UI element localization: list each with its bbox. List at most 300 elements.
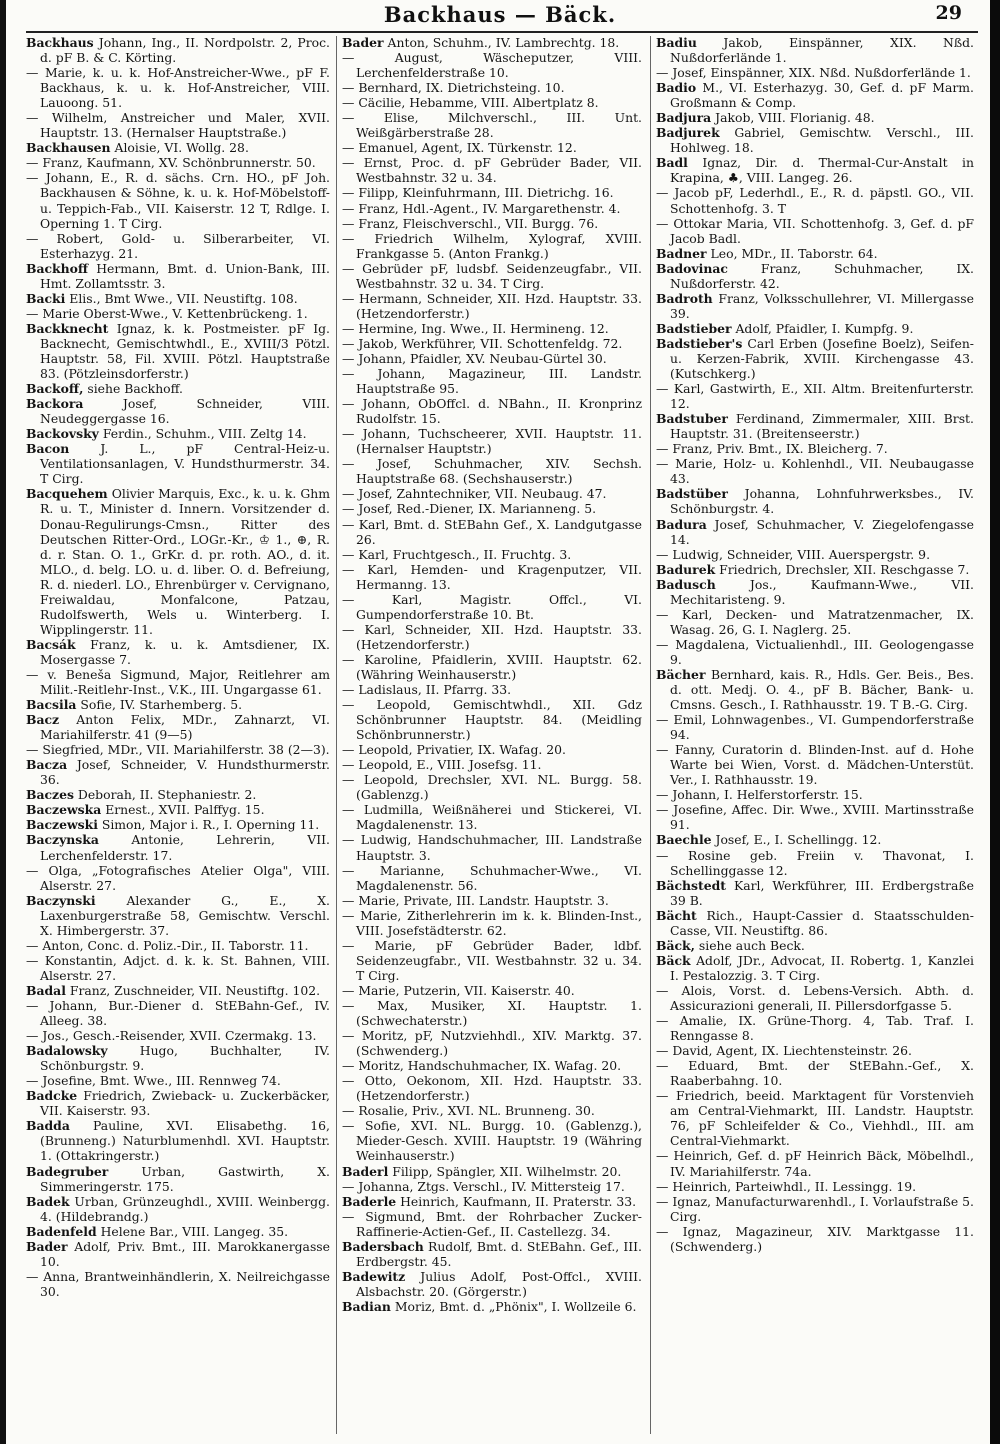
entry-surname: Badian [342, 1298, 391, 1314]
directory-entry [342, 1073, 642, 1103]
directory-entry [26, 953, 330, 983]
directory-entry [26, 1118, 330, 1163]
entry-text: — Josef, Red.-Diener, IX. Marianneng. 5. [342, 501, 597, 517]
scan-edge-right [990, 0, 1000, 1444]
directory-entry [26, 637, 330, 667]
entry-text: — August, Wäscheputzer, VIII. Lerchenfelderstraße 10. [342, 50, 642, 81]
entry-surname: Badura [656, 516, 707, 532]
entry-text: — Franz, Kaufmann, XV. Schönbrunnerstr. 50. [26, 155, 316, 171]
entry-text: — Ernst, Proc. d. pF Gebrüder Bader, VII. Westbahnstr. 32 u. 34. [342, 155, 642, 186]
entry-surname: Badstuber [656, 411, 728, 427]
entry-text: siehe auch Beck. [698, 937, 805, 953]
directory-entry [342, 396, 642, 426]
header-rule [26, 31, 978, 33]
directory-entry [342, 908, 642, 938]
entry-text: — Gebrüder pF, ludsbf. Seidenzeugfabr., VII. Westbahnstr. 32 u. 34. T Cirg. [342, 260, 642, 291]
entry-surname: Baczewski [26, 817, 98, 833]
entry-text: — Amalie, IX. Grüne-Thorg. 4, Tab. Traf. I. Renngasse 8. [656, 1013, 974, 1044]
entry-text: — v. Beneša Sigmund, Major, Reitlehrer am Milit.-Reitlehr-Inst., V.K., III. Ungargasse 61. [26, 666, 330, 698]
entry-surname: Baczewska [26, 802, 102, 818]
entry-text: Leo, MDr., II. Taborstr. 64. [710, 245, 878, 261]
directory-entry [342, 547, 642, 562]
directory-entry [26, 1164, 330, 1194]
entry-surname: Badroth [656, 290, 713, 306]
entry-surname: Baderl [342, 1163, 389, 1179]
directory-entry [26, 998, 330, 1028]
entry-text: — Elise, Milchverschl., III. Unt. Weißgärberstraße 28. [342, 110, 642, 141]
directory-entry [26, 170, 330, 230]
entry-text: — Ludwig, Schneider, VIII. Auerspergstr. 9. [656, 546, 931, 562]
entry-text: Josef, Schneider, V. Hundsthurmerstr. 36. [40, 757, 330, 788]
entry-text: — Johann, ObOffcl. d. NBahn., II. Kronprinz Rudolfstr. 15. [342, 396, 642, 427]
entry-text: Karl, Werkführer, III. Erdbergstraße 39 B. [670, 877, 974, 908]
entry-surname: Backhausen [26, 140, 111, 156]
entry-text: — Johann, Pfaidler, XV. Neubau-Gürtel 30. [342, 350, 607, 366]
entry-surname: Baderle [342, 1193, 397, 1209]
entry-text: — Filipp, Kleinfuhrmann, III. Dietrichg. 16. [342, 185, 614, 201]
entry-text: — Cäcilie, Hebamme, VIII. Albertplatz 8. [342, 95, 599, 111]
entry-text: — Anton, Conc. d. Poliz.-Dir., II. Taborstr. 11. [26, 937, 309, 953]
entry-text: Olivier Marquis, Exc., k. u. k. Ghm R. u. T., Minister d. Innern. Vorsitzender d. Donau-Regulirungs-Cmsn., Ritter des Deutschen Ritter-Ord., LOGr.-Kr., ♔ 1., ⊕, R. d. r. Stan. O. 1., GrKr. d. pr. roth. AO., d. it. MLO., d. belg. LO. u. d. liber. O. d. Befreiung, R. d. niederl. LO., Ehrenbürger v. Cervignano, Freiwaldau, Monfalcone, Patzau, Rudolfswerth, Wels u. Winterberg. I. Wipplingerstr. 11. [40, 486, 330, 637]
header-title: Backhaus — Bäck. [383, 2, 617, 27]
directory-entry [656, 547, 974, 562]
directory-entry [342, 772, 642, 802]
entry-text: Simon, Major i. R., I. Operning 11. [101, 817, 320, 833]
entry-surname: Bächt [656, 907, 697, 923]
directory-entry [26, 1239, 330, 1269]
directory-entry [656, 1179, 974, 1194]
entry-text: — Emanuel, Agent, IX. Türkenstr. 12. [342, 140, 577, 156]
directory-entry [656, 517, 974, 547]
directory-entry [342, 321, 642, 336]
directory-entry [26, 983, 330, 998]
directory-entry [342, 697, 642, 742]
directory-entry [26, 306, 330, 321]
directory-entry [26, 1073, 330, 1088]
entry-text: — Marie, k. u. k. Hof-Anstreicher-Wwe., pF F. Backhaus, k. u. k. Hof-Anstreicher, VIII. Lauoong. 51. [26, 65, 330, 111]
directory-entry [26, 65, 330, 110]
entry-text: — Olga, „Fotografisches Atelier Olga", VIII. Alserstr. 27. [26, 862, 330, 893]
directory-entry [656, 938, 974, 953]
directory-entry [656, 562, 974, 577]
directory-entry [342, 802, 642, 832]
directory-entry [26, 817, 330, 832]
entry-surname: Baechle [656, 832, 712, 848]
directory-entry [656, 65, 974, 80]
entry-text: Antonie, Lehrerin, VII. Lerchenfelderstr. 17. [40, 832, 330, 863]
entry-text: — Hermine, Ing. Wwe., II. Hermineng. 12. [342, 320, 609, 336]
entry-text: — Ottokar Maria, VII. Schottenhofg. 3, Gef. d. pF Jacob Badl. [656, 215, 974, 246]
entry-surname: Badurek [656, 561, 716, 577]
directory-entry [26, 712, 330, 742]
entry-surname: Badstieber's [656, 335, 743, 351]
entry-text: — Karl, Gastwirth, E., XII. Altm. Breitenfurterstr. 12. [656, 381, 974, 412]
entry-text: Pauline, XVI. Elisabethg. 16, (Brunneng.) Naturblumenhdl. XVI. Hauptstr. 1. (Ottakringerstr.) [40, 1118, 330, 1164]
entry-text: — Ignaz, Magazineur, XIV. Marktgasse 11. (Schwenderg.) [656, 1223, 974, 1254]
directory-entry [342, 592, 642, 622]
directory-entry [342, 80, 642, 95]
entry-text: Franz, Zuschneider, VII. Neustiftg. 102. [69, 982, 321, 998]
entry-text: J. L., pF Central-Heiz-u. Ventilationsanlagen, V. Hundsthurmerstr. 34. T Cirg. [40, 441, 330, 487]
directory-entry [342, 1164, 642, 1179]
entry-text: — Rosine geb. Freiin v. Thavonat, I. Schellinggasse 12. [656, 847, 974, 878]
entry-text: — Karl, Hemden- und Kragenputzer, VII. Hermanng. 13. [342, 561, 642, 592]
directory-entry [342, 35, 642, 50]
directory-entry [656, 1224, 974, 1254]
directory-entry [26, 757, 330, 787]
directory-entry [656, 607, 974, 637]
entry-text: — Friedrich Wilhelm, Xylograf, XVIII. Frankgasse 5. (Anton Frankg.) [342, 230, 642, 261]
directory-entry [342, 366, 642, 396]
directory-entry [26, 1224, 330, 1239]
entry-text: Jos., Kaufmann-Wwe., VII. Mechitaristeng. 9. [670, 576, 974, 607]
directory-entry [342, 201, 642, 216]
directory-entry [656, 1058, 974, 1088]
entry-surname: Bächstedt [656, 877, 727, 893]
entry-text: Alexander G., E., X. Laxenburgerstraße 58, Gemischtw. Verschl. X. Himbergerstr. 37. [40, 892, 330, 938]
directory-entry [656, 185, 974, 215]
directory-entry [342, 998, 642, 1028]
entry-text: — Ludmilla, Weißnäherei und Stickerei, VI. Magdalenenstr. 13. [342, 802, 642, 833]
directory-entry [342, 1179, 642, 1194]
entry-text: Franz, k. u. k. Amtsdiener, IX. Mosergasse 7. [40, 636, 330, 667]
entry-text: Bernhard, kais. R., Hdls. Ger. Beis., Bes. d. ott. Medj. O. 4., pF B. Bächer, Bank- u. Cmsns. Gesch., I. Rathhausstr. 19. T B.-G. Cirg. [670, 666, 974, 713]
directory-entry [656, 787, 974, 802]
entry-text: — Moritz, pF, Nutzviehhdl., XIV. Marktg. 37. (Schwenderg.) [342, 1028, 642, 1059]
entry-text: — Leopold, E., VIII. Josefsg. 11. [342, 757, 542, 773]
directory-entry [342, 1194, 642, 1209]
entry-text: — Friedrich, beeid. Marktagent für Vorstenvieh am Central-Viehmarkt, III. Landstr. Hauptstr. 76, pF Schleifelder & Co., Viehhdl., III. am Central-Viehmarkt. [656, 1088, 974, 1149]
directory-entry [342, 863, 642, 893]
entry-text: — Konstantin, Adjct. d. k. k. St. Bahnen, VIII. Alserstr. 27. [26, 952, 330, 983]
entry-text: — Jos., Gesch.-Reisender, XVII. Czermakg. 13. [26, 1028, 317, 1044]
directory-entry [656, 1013, 974, 1043]
entry-text: — Franz, Fleischverschl., VII. Burgg. 76. [342, 215, 599, 231]
entry-surname: Backovsky [26, 426, 99, 442]
entry-text: — Fanny, Curatorin d. Blinden-Inst. auf d. Hohe Warte bei Wien, Vorst. d. Mädchen-Unterstüt. Ver., I. Rathhausstr. 19. [656, 742, 974, 788]
entry-text: — David, Agent, IX. Liechtensteinstr. 26. [656, 1043, 912, 1059]
directory-entry [342, 983, 642, 998]
directory-entry [342, 1209, 642, 1239]
directory-entry [656, 261, 974, 291]
directory-entry [656, 577, 974, 607]
directory-entry [656, 878, 974, 908]
entry-text: — Marie Oberst-Wwe., V. Kettenbrückeng. 1. [26, 305, 308, 321]
entry-text: — Karl, Bmt. d. StEBahn Gef., X. Landgutgasse 26. [342, 516, 642, 547]
directory-entry [26, 35, 330, 65]
entry-text: — Karl, Decken- und Matratzenmacher, IX. Wasag. 26, G. I. Naglerg. 25. [656, 606, 974, 637]
entry-text: Moriz, Bmt. d. „Phönix", I. Wollzeile 6. [394, 1298, 637, 1314]
entry-text: — Heinrich, Gef. d. pF Heinrich Bäck, Möbelhdl., IV. Mariahilferstr. 74a. [656, 1148, 974, 1179]
entry-surname: Badenfeld [26, 1223, 97, 1239]
directory-entry [26, 893, 330, 938]
directory-entry [26, 938, 330, 953]
entry-surname: Bader [26, 1238, 68, 1254]
entry-surname: Backora [26, 396, 84, 412]
directory-entry [26, 231, 330, 261]
directory-entry [656, 953, 974, 983]
entry-surname: Badstieber [656, 320, 732, 336]
running-header [0, 2, 1000, 28]
entry-text: — Karl, Magistr. Offcl., VI. Gumpendorferstraße 10. Bt. [342, 591, 642, 622]
directory-entry [26, 1269, 330, 1299]
entry-text: Julius Adolf, Post-Offcl., XVIII. Alsbachstr. 20. (Görgerstr.) [356, 1268, 642, 1299]
entry-text: — Johanna, Ztgs. Verschl., IV. Mittersteig 17. [342, 1178, 625, 1194]
entry-text: — Sofie, XVI. NL. Burgg. 10. (Gablenzg.), Mieder-Gesch. XVIII. Hauptstr. 19 (Währing Weinhauserstr.) [342, 1118, 642, 1164]
entry-surname: Bacza [26, 757, 68, 773]
entry-surname: Bacsák [26, 636, 76, 652]
entry-text: Ferdinand, Zimmermaler, XIII. Brst. Hauptstr. 31. (Breitenseerstr.) [670, 411, 974, 442]
entry-surname: Bacon [26, 441, 70, 457]
directory-entry [656, 35, 974, 65]
directory-entry [656, 216, 974, 246]
entry-text: — Bernhard, IX. Dietrichsteing. 10. [342, 80, 565, 96]
directory-entry [656, 848, 974, 878]
directory-entry [26, 1043, 330, 1073]
directory-entry [342, 1299, 642, 1314]
entry-text: Aloisie, VI. Wollg. 28. [114, 140, 249, 156]
entry-surname: Badegruber [26, 1163, 109, 1179]
directory-entry [26, 261, 330, 291]
entry-text: — Ladislaus, II. Pfarrg. 33. [342, 682, 512, 698]
entry-surname: Baczynski [26, 892, 96, 908]
entry-surname: Backi [26, 290, 66, 306]
entry-text: — Otto, Oekonom, XII. Hzd. Hauptstr. 33. (Hetzendorferstr.) [342, 1073, 642, 1104]
entry-text: Sofie, IV. Starhemberg. 5. [80, 697, 243, 713]
entry-text: Adolf, JDr., Advocat, II. Robertg. 1, Kanzlei I. Pestalozzig. 3. T Cirg. [670, 952, 974, 983]
directory-entry [656, 1043, 974, 1058]
entry-text: — Josefine, Bmt. Wwe., III. Rennweg 74. [26, 1073, 281, 1089]
entry-text: Elis., Bmt Wwe., VII. Neustiftg. 108. [69, 290, 298, 306]
entry-surname: Badusch [656, 576, 716, 592]
entry-text: Urban, Grünzeughdl., XVIII. Weinbergg. 4. (Hildebrandg.) [40, 1193, 330, 1224]
directory-entry [26, 486, 330, 636]
directory-entry [656, 411, 974, 441]
directory-entry [656, 832, 974, 847]
directory-entry [656, 908, 974, 938]
directory-entry [342, 682, 642, 697]
entry-text: Josef, Schneider, VIII. Neudeggergasse 16. [40, 396, 330, 427]
directory-entry [342, 757, 642, 772]
entry-text: Filipp, Spängler, XII. Wilhelmstr. 20. [392, 1163, 622, 1179]
entry-text: — Josef, Einspänner, XIX. Nßd. Nußdorferlände 1. [656, 65, 971, 81]
entry-text: Rudolf, Bmt. d. StEBahn. Gef., III. Erdbergstr. 45. [356, 1238, 642, 1269]
column-1 [26, 35, 330, 1435]
entry-text: — Leopold, Gemischtwhdl., XII. Gdz Schönbrunner Hauptstr. 84. (Meidling Schönbrunnerstr.) [342, 697, 642, 743]
directory-entry [342, 95, 642, 110]
entry-text: Friedrich, Drechsler, XII. Reschgasse 7. [719, 561, 970, 577]
entry-surname: Badjura [656, 110, 712, 126]
directory-entry [26, 1088, 330, 1118]
directory-entry [26, 441, 330, 486]
entry-text: — Anna, Brantweinhändlerin, X. Neilreichgasse 30. [26, 1268, 330, 1299]
entry-surname: Baczes [26, 787, 74, 803]
directory-entry [342, 501, 642, 516]
directory-entry [656, 246, 974, 261]
entry-text: — Karoline, Pfaidlerin, XVIII. Hauptstr. 62. (Währing Weinhauserstr.) [342, 651, 642, 682]
entry-surname: Badio [656, 80, 697, 96]
entry-text: Ignaz, k. k. Postmeister. pF Ig. Backnecht, Gemischtwhdl., E., XVIII/3 Pötzl. Hauptstr. 58, Fil. XVIII. Pötzl. Hauptstraße 83. (Pötzleinsdorferstr.) [40, 320, 330, 382]
directory-entry [26, 155, 330, 170]
directory-entry [26, 140, 330, 155]
entry-text: — Johann, E., R. d. sächs. Crn. HO., pF Joh. Backhausen & Söhne, k. u. k. Hof-Möbelstoff- u. Teppich-Fab., VII. Kaiserstr. 12 T, Rdlge. I. Operning 1. T Cirg. [26, 170, 330, 231]
directory-entry [342, 1269, 642, 1299]
entry-text: Hugo, Buchhalter, IV. Schönburgstr. 9. [40, 1043, 330, 1074]
entry-text: — Karl, Fruchtgesch., II. Fruchtg. 3. [342, 546, 572, 562]
directory-entry [342, 622, 642, 652]
entry-text: — Eduard, Bmt. der StEBahn.-Gef., X. Raaberbahng. 10. [656, 1058, 974, 1089]
entry-text: — Leopold, Privatier, IX. Wafag. 20. [342, 742, 566, 758]
directory-entry [656, 1088, 974, 1148]
entry-text: — Marie, pF Gebrüder Bader, ldbf. Seidenzeugfabr., VII. Westbahnstr. 32 u. 34. T Cirg. [342, 937, 642, 983]
directory-entry [342, 517, 642, 547]
entry-text: — Sigmund, Bmt. der Rohrbacher Zucker-Raffinerie-Actien-Gef., II. Castellezg. 34. [342, 1208, 642, 1239]
directory-entry [656, 110, 974, 125]
directory-entry [656, 486, 974, 516]
directory-entry [342, 261, 642, 291]
directory-entry [656, 125, 974, 155]
entry-surname: Badiu [656, 35, 697, 50]
entry-surname: Badal [26, 982, 66, 998]
directory-entry [342, 351, 642, 366]
directory-entry [26, 426, 330, 441]
entry-text: — Marie, Putzerin, VII. Kaiserstr. 40. [342, 982, 575, 998]
directory-entry [26, 863, 330, 893]
entry-text: — Karl, Schneider, XII. Hzd. Hauptstr. 33. (Hetzendorferstr.) [342, 621, 642, 652]
directory-entry [342, 140, 642, 155]
entry-text: — Wilhelm, Anstreicher und Maler, XVII. Hauptstr. 13. (Hernalser Hauptstraße.) [26, 110, 330, 141]
directory-entry [26, 1194, 330, 1224]
entry-surname: Badcke [26, 1088, 78, 1104]
directory-entry [342, 832, 642, 862]
entry-text: Carl Erben (Josefine Boelz), Seifen- u. Kerzen-Fabrik, XVIII. Kirchengasse 43. (Kutschkerg.) [670, 335, 974, 382]
entry-surname: Badek [26, 1193, 70, 1209]
directory-entry [26, 381, 330, 396]
entry-surname: Badda [26, 1118, 70, 1134]
directory-entry [342, 110, 642, 140]
directory-entry [26, 291, 330, 306]
directory-entry [26, 802, 330, 817]
entry-surname: Badewitz [342, 1268, 406, 1284]
directory-entry [342, 426, 642, 456]
entry-text: Deborah, II. Stephaniestr. 2. [77, 787, 257, 803]
directory-entry [656, 381, 974, 411]
entry-text: — Magdalena, Victualienhdl., III. Geologengasse 9. [656, 636, 974, 667]
entry-text: siehe Backhoff. [87, 381, 183, 397]
entry-surname: Bacquehem [26, 486, 108, 502]
directory-entry [342, 742, 642, 757]
directory-entry [656, 667, 974, 712]
directory-entry [342, 1118, 642, 1163]
directory-entry [26, 396, 330, 426]
entry-surname: Bacsila [26, 697, 77, 713]
entry-text: Anton Felix, MDr., Zahnarzt, VI. Mariahilferstr. 41 (9—5) [40, 712, 330, 743]
entry-text: — Robert, Gold- u. Silberarbeiter, VI. Esterhazyg. 21. [26, 230, 330, 261]
entry-text: Adolf, Pfaidler, I. Kumpfg. 9. [735, 320, 914, 336]
entry-text: Josef, Schuhmacher, V. Ziegelofengasse 14. [670, 516, 974, 547]
entry-surname: Badovinac [656, 260, 728, 276]
entry-text: — Emil, Lohnwagenbes., VI. Gumpendorferstraße 94. [656, 712, 974, 743]
directory-entry [26, 787, 330, 802]
entry-text: Jakob, Einspänner, XIX. Nßd. Nußdorferlände 1. [670, 35, 974, 66]
entry-surname: Badstüber [656, 486, 728, 502]
directory-entry [342, 216, 642, 231]
directory-entry [342, 562, 642, 592]
entry-text: — Moritz, Handschuhmacher, IX. Wafag. 20. [342, 1058, 622, 1074]
directory-entry [342, 336, 642, 351]
entry-text: Jakob, VIII. Florianig. 48. [715, 110, 875, 126]
entry-text: — Marianne, Schuhmacher-Wwe., VI. Magdalenenstr. 56. [342, 862, 642, 893]
directory-entry [26, 742, 330, 757]
entry-text: — Jacob pF, Lederhdl., E., R. d. päpstl. GO., VII. Schottenhofg. 3. T [656, 185, 974, 216]
entry-text: — Marie, Private, III. Landstr. Hauptstr. 3. [342, 892, 609, 908]
directory-entry [656, 291, 974, 321]
directory-entry [656, 155, 974, 185]
directory-entry [656, 712, 974, 742]
entry-surname: Badner [656, 245, 707, 261]
directory-entry [342, 456, 642, 486]
directory-entry [342, 893, 642, 908]
entry-text: Anton, Schuhm., IV. Lambrechtg. 18. [387, 35, 620, 50]
entry-text: Ernest., XVII. Palffyg. 15. [105, 802, 265, 818]
directory-entry [26, 832, 330, 862]
directory-entry [342, 155, 642, 185]
directory-entry [342, 652, 642, 682]
entry-text: — Alois, Vorst. d. Lebens-Versich. Abth. d. Assicurazioni generali, II. Pillersdorfgasse 5. [656, 982, 974, 1013]
directory-entry [342, 938, 642, 983]
entry-text: — Rosalie, Priv., XVI. NL. Brunneng. 30. [342, 1103, 595, 1119]
column-3 [656, 35, 974, 1435]
entry-text: — Siegfried, MDr., VII. Mariahilferstr. 38 (2—3). [26, 742, 330, 758]
directory-entry [656, 1194, 974, 1224]
directory-entry [26, 110, 330, 140]
entry-text: Johanna, Lohnfuhrwerksbes., IV. Schönburgstr. 4. [670, 486, 974, 517]
entry-text: — Johann, Bur.-Diener d. StEBahn-Gef., IV. Alleeg. 38. [26, 998, 330, 1029]
entry-text: — Franz, Priv. Bmt., IX. Bleicherg. 7. [656, 441, 888, 457]
entry-surname: Badjurek [656, 125, 720, 141]
entry-text: Friedrich, Zwieback- u. Zuckerbäcker, VII. Kaiserstr. 93. [40, 1088, 330, 1119]
entry-text: — Marie, Holz- u. Kohlenhdl., VII. Neubaugasse 43. [656, 456, 974, 487]
entry-text: Hermann, Bmt. d. Union-Bank, III. Hmt. Zollamtsstr. 3. [40, 260, 330, 291]
entry-text: — Heinrich, Parteiwhdl., II. Lessingg. 19. [656, 1178, 917, 1194]
entry-text: — Josef, Schuhmacher, XIV. Sechsh. Hauptstraße 68. (Sechshauserstr.) [342, 456, 642, 487]
entry-surname: Badalowsky [26, 1043, 108, 1059]
column-divider [336, 36, 337, 1434]
entry-surname: Backhoff [26, 260, 89, 276]
entry-surname: Bader [342, 35, 384, 50]
entry-text: — Hermann, Schneider, XII. Hzd. Hauptstr. 33. (Hetzendorferstr.) [342, 290, 642, 321]
directory-entry [342, 1058, 642, 1073]
directory-entry [342, 1028, 642, 1058]
entry-text: Heinrich, Kaufmann, II. Praterstr. 33. [400, 1193, 637, 1209]
entry-text: Rich., Haupt-Cassier d. Staatsschulden-Casse, VII. Neustiftg. 86. [670, 907, 974, 938]
entry-text: — Josefine, Affec. Dir. Wwe., XVIII. Martinsstraße 91. [656, 802, 974, 833]
entry-text: — Josef, Zahntechniker, VII. Neubaug. 47. [342, 486, 607, 502]
entry-text: Josef, E., I. Schellingg. 12. [715, 832, 882, 848]
entry-surname: Baczynska [26, 832, 99, 848]
entry-text: Ignaz, Dir. d. Thermal-Cur-Anstalt in Krapina, ♣, VIII. Langeg. 26. [670, 155, 974, 186]
entry-surname: Backoff, [26, 381, 84, 397]
directory-entry [26, 1028, 330, 1043]
entry-text: — Franz, Hdl.-Agent., IV. Margarethenstr. 4. [342, 200, 621, 216]
entry-surname: Bäck, [656, 937, 695, 953]
entry-text: — Ignaz, Manufacturwarenhdl., I. Vorlaufstraße 5. Cirg. [656, 1193, 974, 1224]
column-divider [650, 36, 651, 1434]
entry-text: Urban, Gastwirth, X. Simmeringerstr. 175. [40, 1163, 330, 1194]
directory-entry [656, 742, 974, 787]
entry-surname: Bächer [656, 666, 706, 682]
directory-entry [656, 441, 974, 456]
